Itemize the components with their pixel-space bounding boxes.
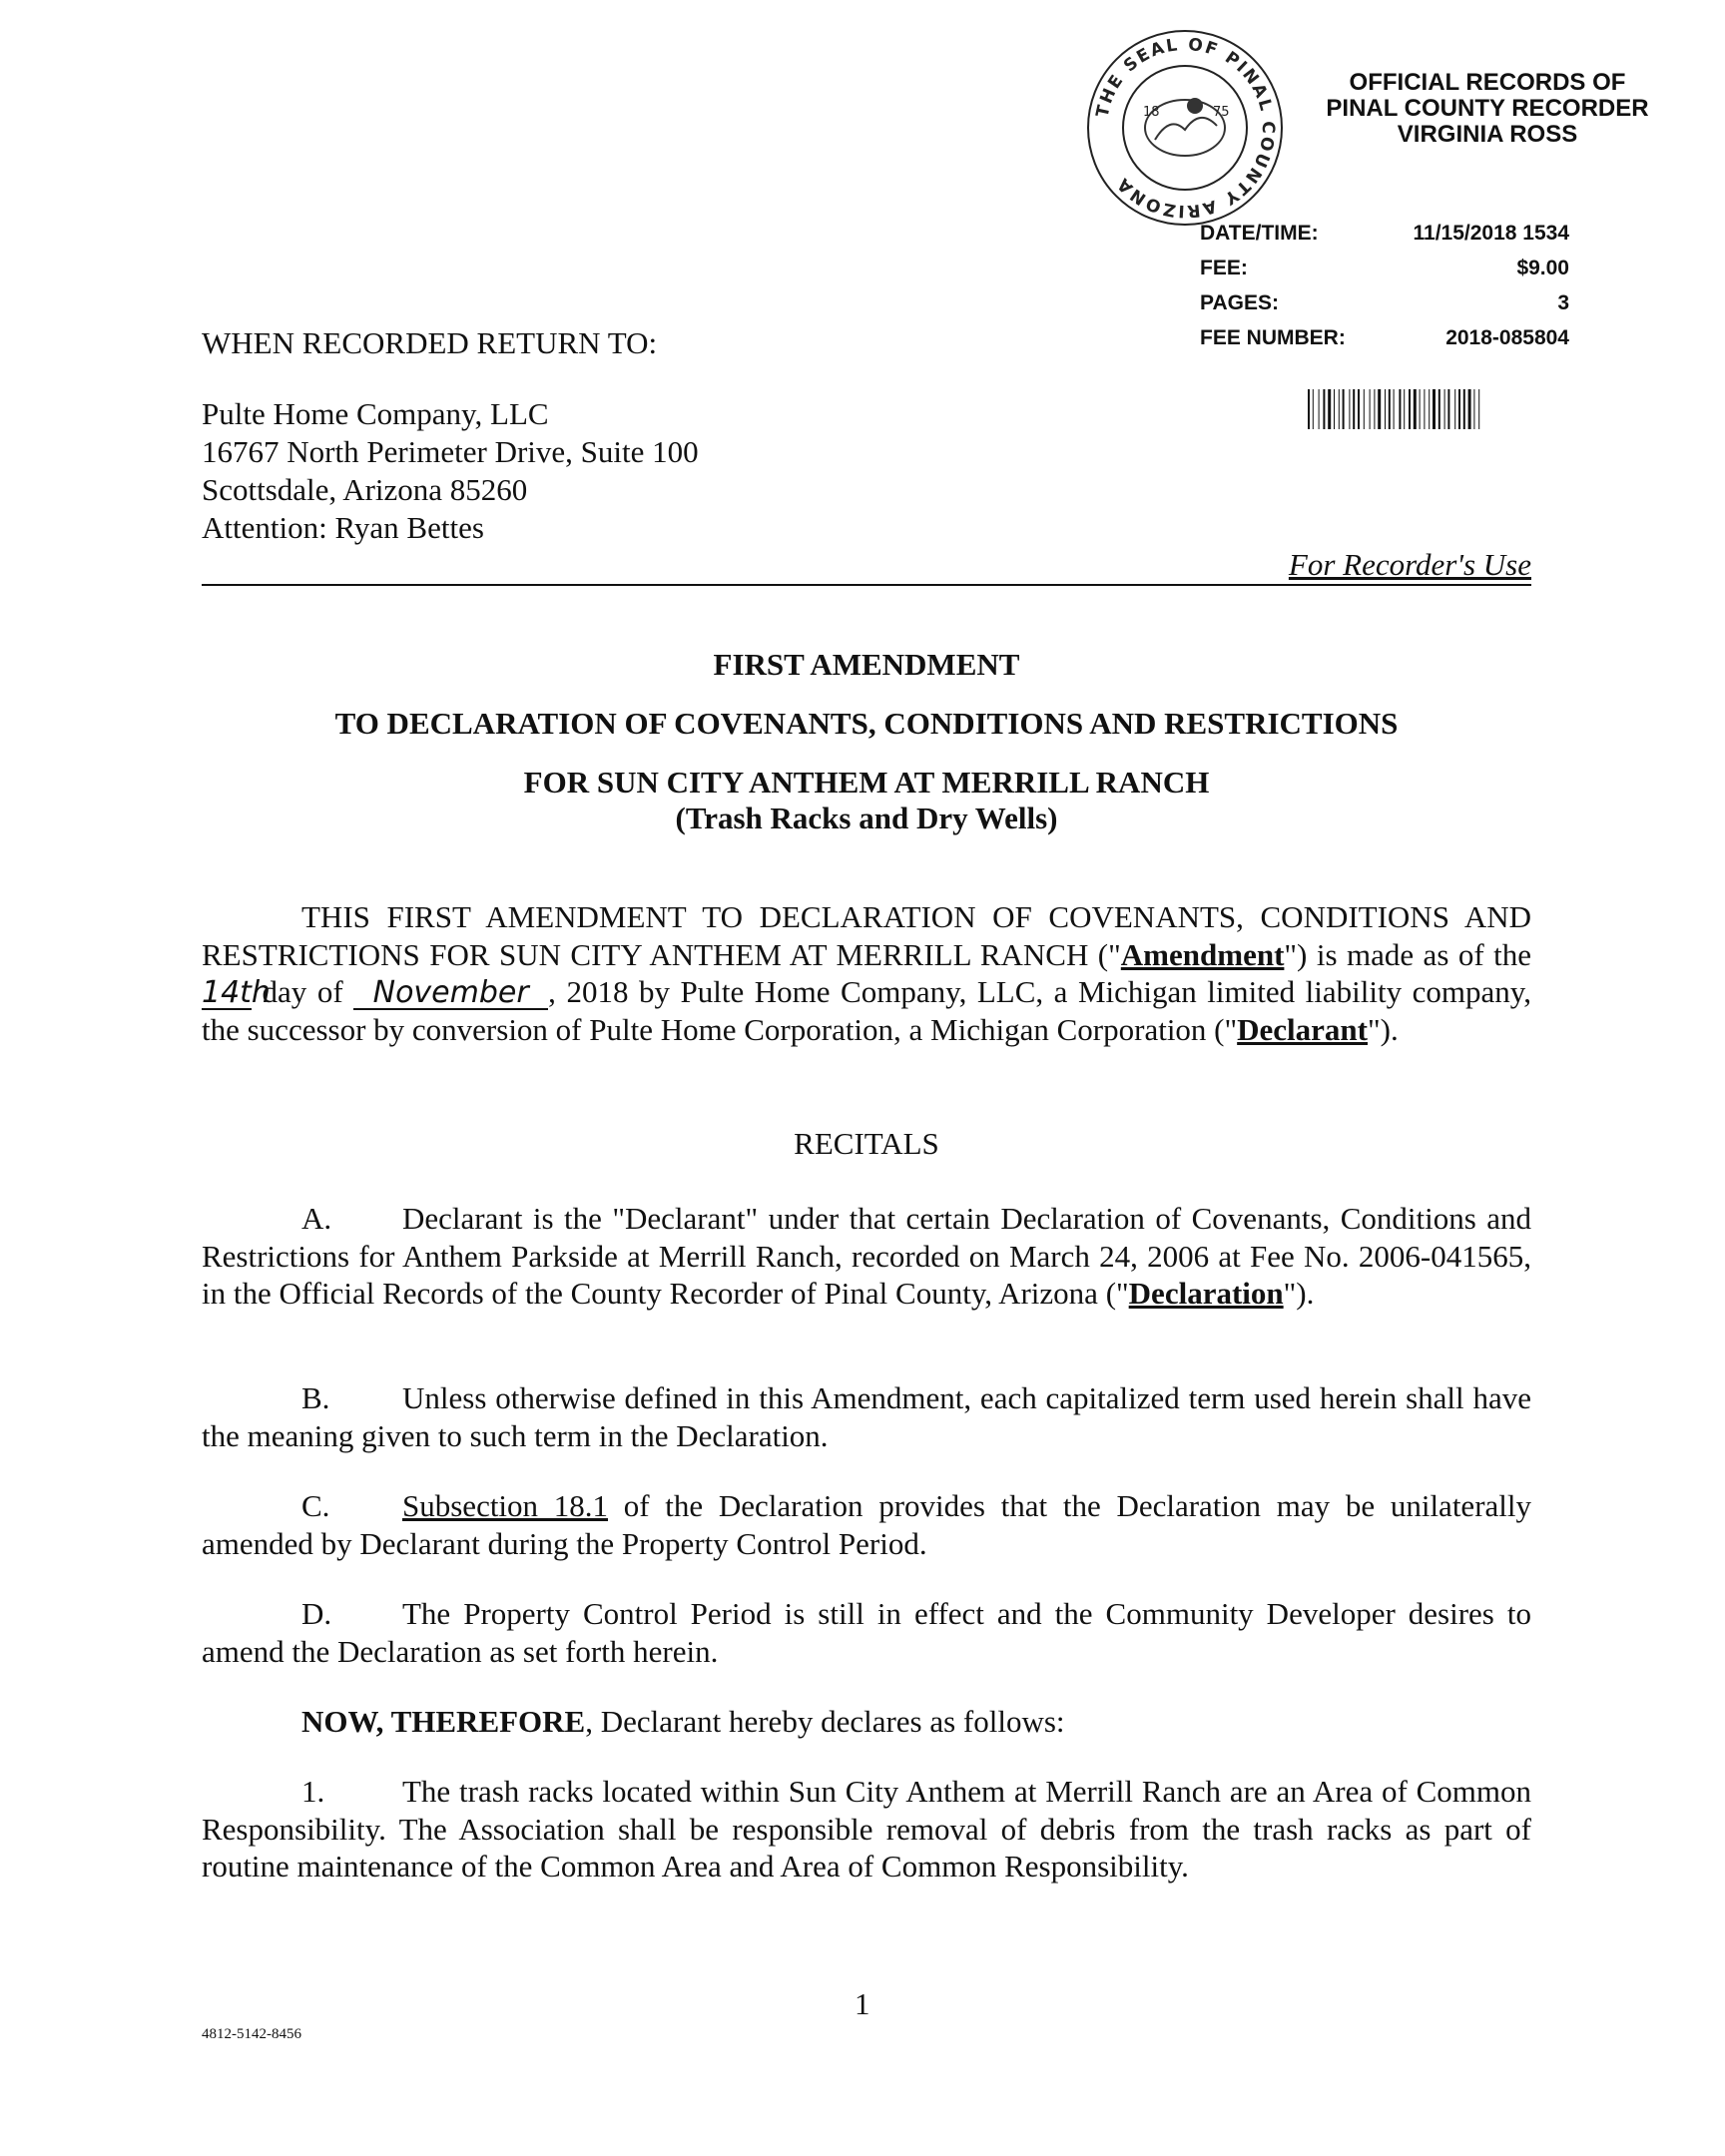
county-seal-icon <box>1085 28 1285 228</box>
recital-label: A. <box>301 1201 332 1236</box>
barcode-icon <box>1308 389 1581 429</box>
title-line-2: TO DECLARATION OF COVENANTS, CONDITIONS AND RESTRICTIONS <box>334 706 1399 741</box>
recital-text: Declarant is the "Declarant" under that certain Declaration of Covenants, Conditions and Restrictions for Anthem Parkside at Merrill Ranch, recorded on March 24, 2006 at Fee No. 2006-041565, in the Official Records of the County Recorder of Pinal County, Arizona (" <box>202 1201 1531 1311</box>
seal-year-left: 18 <box>1143 105 1160 120</box>
fee-number-value: 2018-085804 <box>1445 326 1569 349</box>
document-title <box>202 647 1531 836</box>
section-1 <box>202 1773 1531 1886</box>
header-divider <box>202 584 1531 586</box>
datetime-label: DATE/TIME: <box>1200 222 1319 245</box>
address-line: Pulte Home Company, LLC <box>202 396 549 431</box>
therefore-clause <box>202 1703 1531 1741</box>
defined-term-declaration: Declaration <box>1128 1276 1284 1311</box>
recital-c <box>202 1487 1531 1562</box>
recital-label: C. <box>301 1488 330 1523</box>
page-number: 1 <box>855 1986 870 2021</box>
recital-text: Unless otherwise defined in this Amendment, each capitalized term used herein shall have the meaning given to such term in the Declaration. <box>202 1380 1531 1453</box>
defined-term-declarant: Declarant <box>1237 1011 1368 1047</box>
return-to-label: WHEN RECORDED RETURN TO: <box>202 325 658 360</box>
intro-text: "). <box>1368 1011 1399 1047</box>
title-line-4: (Trash Racks and Dry Wells) <box>675 801 1058 835</box>
defined-term-amendment: Amendment <box>1120 936 1285 972</box>
recorder-title-line: VIRGINIA ROSS <box>1397 121 1578 148</box>
subsection-reference: Subsection 18.1 <box>402 1488 609 1523</box>
recorder-title-line: PINAL COUNTY RECORDER <box>1326 95 1649 122</box>
section-label: 1. <box>301 1774 325 1809</box>
recording-metadata <box>1200 222 1569 361</box>
handwritten-day: 14th <box>202 975 271 1010</box>
datetime-row <box>1200 222 1569 257</box>
title-line-1: FIRST AMENDMENT <box>713 647 1020 682</box>
fee-value: $9.00 <box>1516 257 1569 279</box>
seal-year-right: 75 <box>1213 105 1230 120</box>
recital-label: D. <box>301 1596 332 1631</box>
section-text: The trash racks located within Sun City Anthem at Merrill Ranch are an Area of Common Responsibility. The Association shall be responsible removal of debris from the trash racks as part of routine maintenance of the Common Area and Area of Common Responsibility. <box>202 1774 1531 1884</box>
fee-number-row <box>1200 326 1569 361</box>
recorder-title-line: OFFICIAL RECORDS OF <box>1349 69 1626 96</box>
address-line: Attention: Ryan Bettes <box>202 510 484 545</box>
intro-text: THIS FIRST AMENDMENT TO DECLARATION OF COVENANTS, CONDITIONS AND RESTRICTIONS FOR SUN CITY ANTHEM AT MERRILL RANCH (" <box>202 899 1531 972</box>
intro-text: ") is made as of the <box>1284 936 1531 972</box>
for-recorders-use-label: For Recorder's Use <box>1288 547 1531 582</box>
fee-number-label: FEE NUMBER: <box>1200 326 1346 349</box>
fee-row <box>1200 257 1569 291</box>
seal-ring-text: THE SEAL OF PINAL COUNTY ARIZONA <box>1092 34 1279 222</box>
pages-row <box>1200 291 1569 326</box>
therefore-text: , Declarant hereby declares as follows: <box>585 1704 1065 1739</box>
title-line-3: FOR SUN CITY ANTHEM AT MERRILL RANCH <box>523 765 1210 800</box>
recorder-title <box>1288 70 1687 148</box>
document-id: 4812-5142-8456 <box>202 2026 301 2042</box>
recital-text: of the Declaration provides that the Declaration may be unilaterally amended by Declarant during the Property Control Period. <box>202 1488 1531 1561</box>
recital-d <box>202 1595 1531 1670</box>
recital-text: The Property Control Period is still in effect and the Community Developer desires to amend the Declaration as set forth herein. <box>202 1596 1531 1669</box>
intro-paragraph <box>202 898 1531 1048</box>
datetime-value: 11/15/2018 1534 <box>1413 222 1569 245</box>
fee-label: FEE: <box>1200 257 1248 279</box>
intro-text: , 2018 by Pulte Home Company, LLC, a Michigan limited liability company, the successor by conversion of Pulte Home Corporation, a Michigan Corporation (" <box>202 974 1531 1047</box>
pages-value: 3 <box>1557 291 1569 314</box>
address-line: Scottsdale, Arizona 85260 <box>202 472 528 507</box>
intro-text: day of <box>252 974 354 1009</box>
recital-label: B. <box>301 1380 330 1415</box>
recital-a <box>202 1200 1531 1313</box>
recitals-heading: RECITALS <box>794 1126 939 1161</box>
pages-label: PAGES: <box>1200 291 1279 314</box>
address-line: 16767 North Perimeter Drive, Suite 100 <box>202 434 699 469</box>
recital-b <box>202 1379 1531 1454</box>
therefore-lead: NOW, THEREFORE <box>301 1704 586 1739</box>
return-address <box>202 395 699 547</box>
handwritten-month: November <box>353 978 548 1010</box>
recital-text: "). <box>1283 1276 1315 1311</box>
